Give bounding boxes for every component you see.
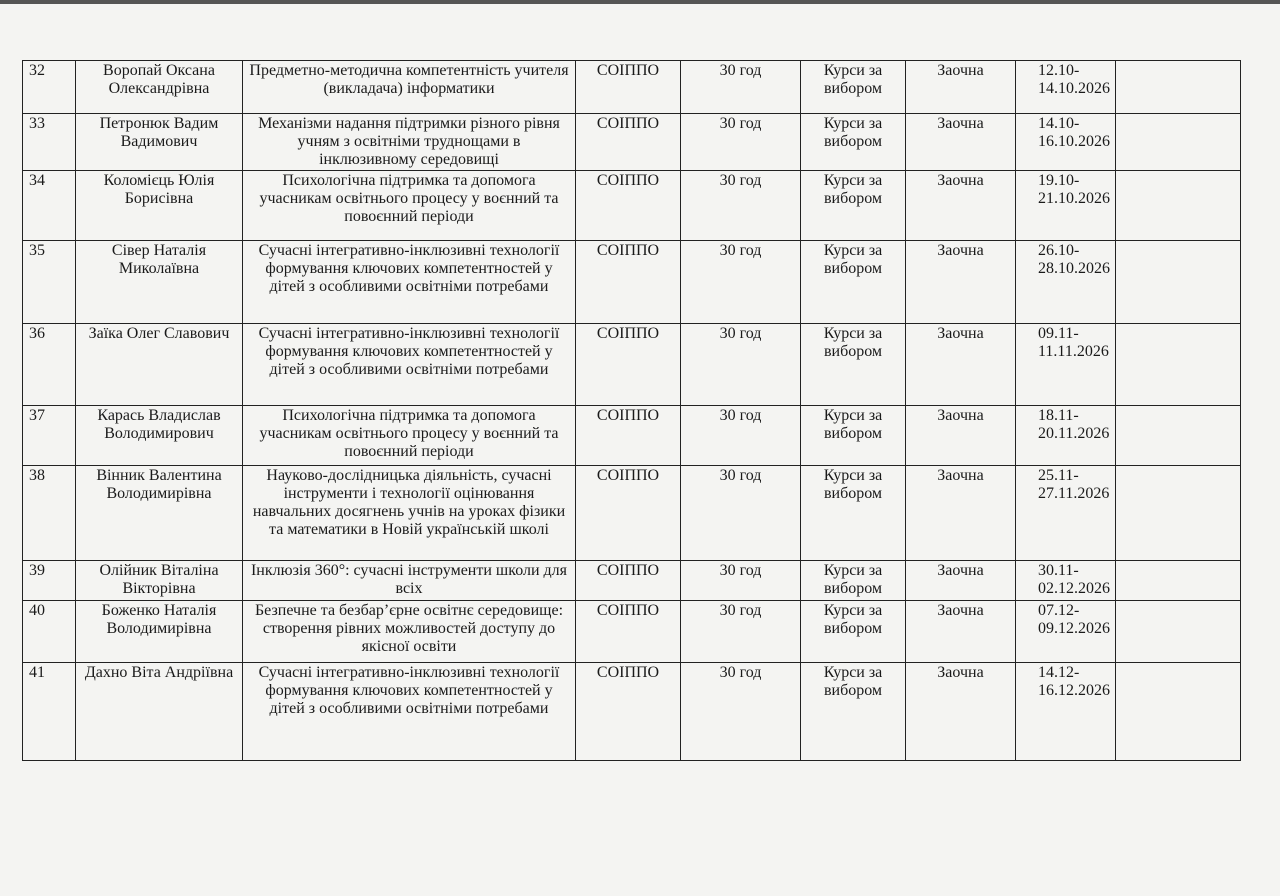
- cell-topic: Психологічна підтримка та допомога учасникам освітнього процесу у воєнний та повоєнний періоди: [243, 171, 576, 241]
- cell-name: Олійник Віталіна Вікторівна: [76, 561, 243, 601]
- cell-hours: 30 год: [681, 324, 801, 406]
- cell-form: Заочна: [906, 61, 1016, 114]
- cell-name: Боженко Наталія Володимирівна: [76, 601, 243, 663]
- cell-dates: 09.11-11.11.2026: [1016, 324, 1116, 406]
- cell-name: Дахно Віта Андріївна: [76, 663, 243, 761]
- cell-org: СОІППО: [576, 663, 681, 761]
- cell-dates: 07.12-09.12.2026: [1016, 601, 1116, 663]
- cell-dates: 12.10-14.10.2026: [1016, 61, 1116, 114]
- cell-extra: [1116, 466, 1241, 561]
- cell-no: 41: [23, 663, 76, 761]
- cell-form: Заочна: [906, 601, 1016, 663]
- cell-form: Заочна: [906, 466, 1016, 561]
- cell-form: Заочна: [906, 406, 1016, 466]
- cell-hours: 30 год: [681, 406, 801, 466]
- cell-topic: Науково-дослідницька діяльність, сучасні інструменти і технології оцінювання навчальних досягнень учнів на уроках фізики та математики в Новій українській школі: [243, 466, 576, 561]
- cell-topic: Предметно-методична компетентність учителя (викладача) інформатики: [243, 61, 576, 114]
- cell-topic: Механізми надання підтримки різного рівня учням з освітніми труднощами в інклюзивному середовищі: [243, 114, 576, 171]
- cell-form: Заочна: [906, 324, 1016, 406]
- cell-form: Заочна: [906, 241, 1016, 324]
- table-row: [23, 466, 1241, 561]
- table-row: [23, 61, 1241, 114]
- cell-topic: Сучасні інтегративно-інклюзивні технології формування ключових компетентностей у дітей з особливими освітніми потребами: [243, 663, 576, 761]
- cell-dates: 14.10-16.10.2026: [1016, 114, 1116, 171]
- table-row: [23, 171, 1241, 241]
- cell-extra: [1116, 601, 1241, 663]
- cell-type: Курси за вибором: [801, 663, 906, 761]
- cell-extra: [1116, 663, 1241, 761]
- cell-dates: 19.10-21.10.2026: [1016, 171, 1116, 241]
- cell-no: 34: [23, 171, 76, 241]
- cell-org: СОІППО: [576, 171, 681, 241]
- cell-extra: [1116, 406, 1241, 466]
- cell-hours: 30 год: [681, 114, 801, 171]
- table-row: [23, 241, 1241, 324]
- cell-hours: 30 год: [681, 61, 801, 114]
- cell-type: Курси за вибором: [801, 171, 906, 241]
- cell-org: СОІППО: [576, 241, 681, 324]
- cell-form: Заочна: [906, 114, 1016, 171]
- table-row: [23, 406, 1241, 466]
- cell-form: Заочна: [906, 171, 1016, 241]
- table-row: [23, 114, 1241, 171]
- cell-org: СОІППО: [576, 406, 681, 466]
- cell-extra: [1116, 561, 1241, 601]
- cell-no: 32: [23, 61, 76, 114]
- cell-type: Курси за вибором: [801, 61, 906, 114]
- table-row: [23, 663, 1241, 761]
- cell-no: 33: [23, 114, 76, 171]
- cell-org: СОІППО: [576, 601, 681, 663]
- cell-name: Петронюк Вадим Вадимович: [76, 114, 243, 171]
- cell-org: СОІППО: [576, 561, 681, 601]
- cell-no: 40: [23, 601, 76, 663]
- cell-form: Заочна: [906, 561, 1016, 601]
- cell-hours: 30 год: [681, 601, 801, 663]
- cell-org: СОІППО: [576, 466, 681, 561]
- cell-hours: 30 год: [681, 171, 801, 241]
- cell-type: Курси за вибором: [801, 406, 906, 466]
- cell-org: СОІППО: [576, 61, 681, 114]
- cell-extra: [1116, 61, 1241, 114]
- cell-extra: [1116, 114, 1241, 171]
- cell-no: 37: [23, 406, 76, 466]
- cell-form: Заочна: [906, 663, 1016, 761]
- cell-type: Курси за вибором: [801, 241, 906, 324]
- cell-extra: [1116, 324, 1241, 406]
- scan-edge: [0, 0, 1280, 4]
- cell-name: Карась Владислав Володимирович: [76, 406, 243, 466]
- cell-extra: [1116, 171, 1241, 241]
- cell-hours: 30 год: [681, 466, 801, 561]
- cell-no: 39: [23, 561, 76, 601]
- cell-name: Заїка Олег Славович: [76, 324, 243, 406]
- cell-topic: Інклюзія 360°: сучасні інструменти школи для всіх: [243, 561, 576, 601]
- cell-org: СОІППО: [576, 114, 681, 171]
- cell-name: Сівер Наталія Миколаївна: [76, 241, 243, 324]
- table-row: [23, 324, 1241, 406]
- table-row: [23, 561, 1241, 601]
- table-row: [23, 601, 1241, 663]
- cell-extra: [1116, 241, 1241, 324]
- cell-no: 36: [23, 324, 76, 406]
- cell-hours: 30 год: [681, 561, 801, 601]
- cell-type: Курси за вибором: [801, 466, 906, 561]
- cell-dates: 18.11-20.11.2026: [1016, 406, 1116, 466]
- cell-org: СОІППО: [576, 324, 681, 406]
- cell-name: Коломієць Юлія Борисівна: [76, 171, 243, 241]
- cell-name: Воропай Оксана Олександрівна: [76, 61, 243, 114]
- cell-no: 38: [23, 466, 76, 561]
- cell-no: 35: [23, 241, 76, 324]
- cell-name: Вінник Валентина Володимирівна: [76, 466, 243, 561]
- cell-type: Курси за вибором: [801, 324, 906, 406]
- cell-topic: Психологічна підтримка та допомога учасникам освітнього процесу у воєнний та повоєнний періоди: [243, 406, 576, 466]
- cell-dates: 30.11-02.12.2026: [1016, 561, 1116, 601]
- cell-topic: Сучасні інтегративно-інклюзивні технології формування ключових компетентностей у дітей з особливими освітніми потребами: [243, 324, 576, 406]
- cell-topic: Сучасні інтегративно-інклюзивні технології формування ключових компетентностей у дітей з особливими освітніми потребами: [243, 241, 576, 324]
- courses-table: [22, 60, 1241, 761]
- cell-type: Курси за вибором: [801, 561, 906, 601]
- cell-dates: 26.10-28.10.2026: [1016, 241, 1116, 324]
- cell-type: Курси за вибором: [801, 601, 906, 663]
- cell-hours: 30 год: [681, 663, 801, 761]
- cell-dates: 25.11-27.11.2026: [1016, 466, 1116, 561]
- cell-type: Курси за вибором: [801, 114, 906, 171]
- cell-dates: 14.12-16.12.2026: [1016, 663, 1116, 761]
- cell-topic: Безпечне та безбар’єрне освітнє середовище: створення рівних можливостей доступу до якісної освіти: [243, 601, 576, 663]
- cell-hours: 30 год: [681, 241, 801, 324]
